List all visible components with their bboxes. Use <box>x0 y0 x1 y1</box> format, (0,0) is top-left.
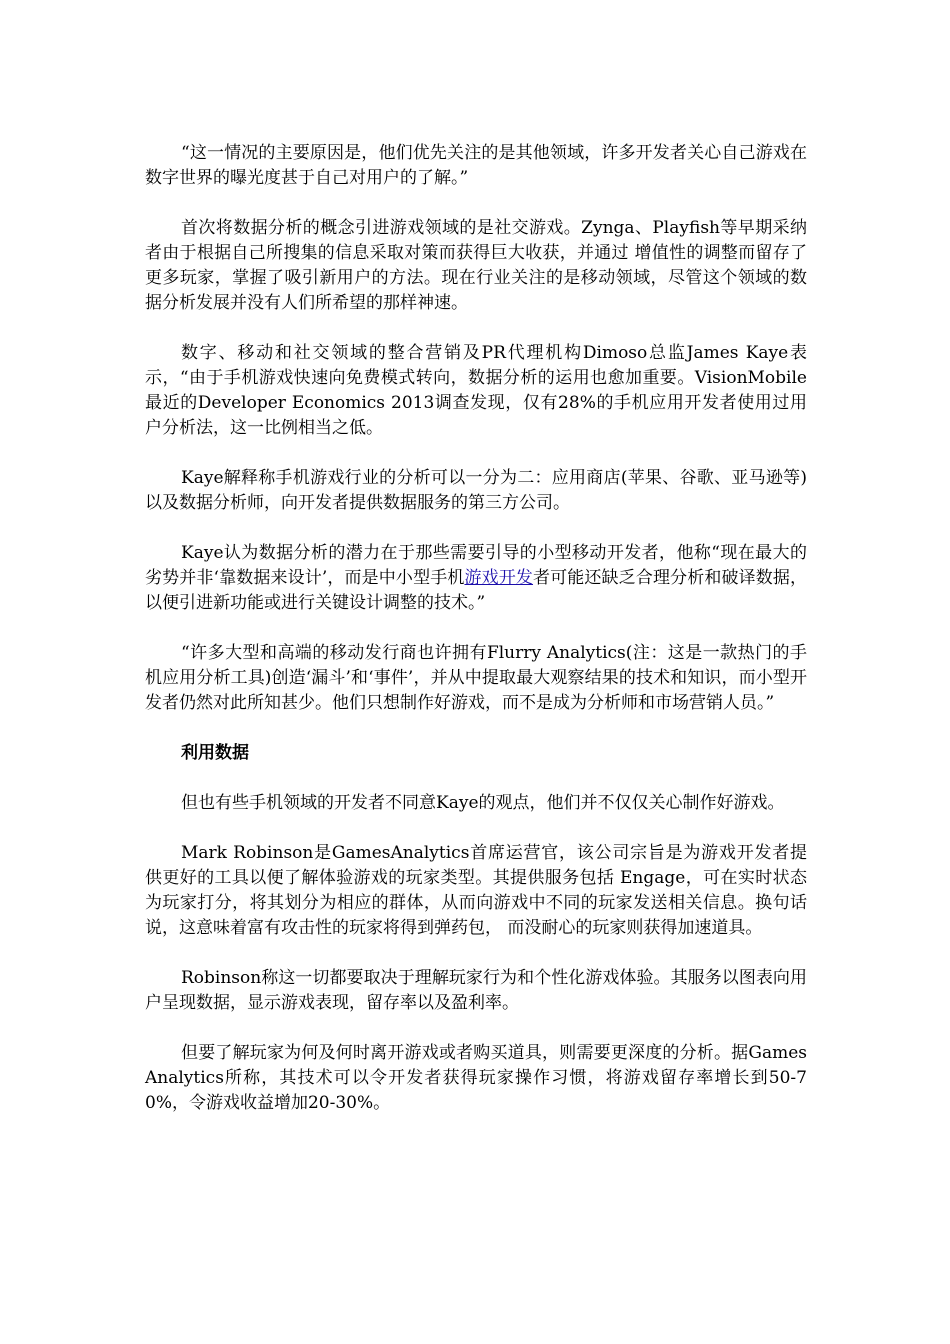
paragraph-5-text-before: Kaye认为数据分析的潜力在于那些需要引导的小型移动开发者，他称“现在最大的劣势并非‘靠数据来设计’，而是中小型手机 <box>145 543 807 588</box>
paragraph-5 <box>145 541 807 616</box>
paragraph-9: Robinson称这一切都要取决于理解玩家行为和个性化游戏体验。其服务以图表向用户呈现数据，显示游戏表现，留存率以及盈利率。 <box>145 968 807 1013</box>
paragraph-10: 但要了解玩家为何及何时离开游戏或者购买道具，则需要更深度的分析。据GamesAnalytics所称，其技术可以令开发者获得玩家操作习惯，将游戏留存率增长到50-70%，令游戏收益增加20-30%。 <box>145 1043 807 1113</box>
section-heading: 利用数据 <box>181 743 249 763</box>
article-body <box>145 141 807 1141</box>
paragraph-8: Mark Robinson是GamesAnalytics首席运营官，该公司宗旨是为游戏开发者提供更好的工具以便了解体验游戏的玩家类型。其提供服务包括 Engage，可在实时状态为玩家打分，将其划分为相应的群体，从而向游戏中不同的玩家发送相关信息。换句话说，这意味着富有攻击性的玩家将得到弹药包， 而没耐心的玩家则获得加速道具。 <box>145 843 807 938</box>
paragraph-7: 但也有些手机领域的开发者不同意Kaye的观点，他们并不仅仅关心制作好游戏。 <box>181 793 785 813</box>
paragraph-1: “这一情况的主要原因是，他们优先关注的是其他领域，许多开发者关心自己游戏在数字世界的曝光度甚于自己对用户的了解。” <box>145 143 807 188</box>
paragraph-4: Kaye解释称手机游戏行业的分析可以一分为二：应用商店(苹果、谷歌、亚马逊等)以及数据分析师，向开发者提供数据服务的第三方公司。 <box>145 468 807 513</box>
paragraph-3: 数字、移动和社交领域的整合营销及PR代理机构Dimoso总监James Kaye表示，“由于手机游戏快速向免费模式转向，数据分析的运用也愈加重要。VisionMobile最近的Developer Economics 2013调查发现，仅有28%的手机应用开发者使用过用户分析法，这一比例相当之低。 <box>145 343 807 438</box>
game-development-link[interactable]: 游戏开发 <box>464 568 534 588</box>
paragraph-5-text-after: 者可能还缺乏合理分析和破译数据，以便引进新功能或进行关键设计调整的技术。” <box>145 568 808 613</box>
paragraph-2: 首次将数据分析的概念引进游戏领域的是社交游戏。Zynga、Playfish等早期采纳者由于根据自己所搜集的信息采取对策而获得巨大收获，并通过 增值性的调整而留存了更多玩家，掌握了吸引新用户的方法。现在行业关注的是移动领域，尽管这个领域的数据分析发展并没有人们所希望的那样神速。 <box>145 218 807 313</box>
paragraph-6: “许多大型和高端的移动发行商也许拥有Flurry Analytics(注：这是一款热门的手机应用分析工具)创造‘漏斗’和‘事件’，并从中提取最大观察结果的技术和知识，而小型开发者仍然对此所知甚少。他们只想制作好游戏，而不是成为分析师和市场营销人员。” <box>145 643 807 713</box>
